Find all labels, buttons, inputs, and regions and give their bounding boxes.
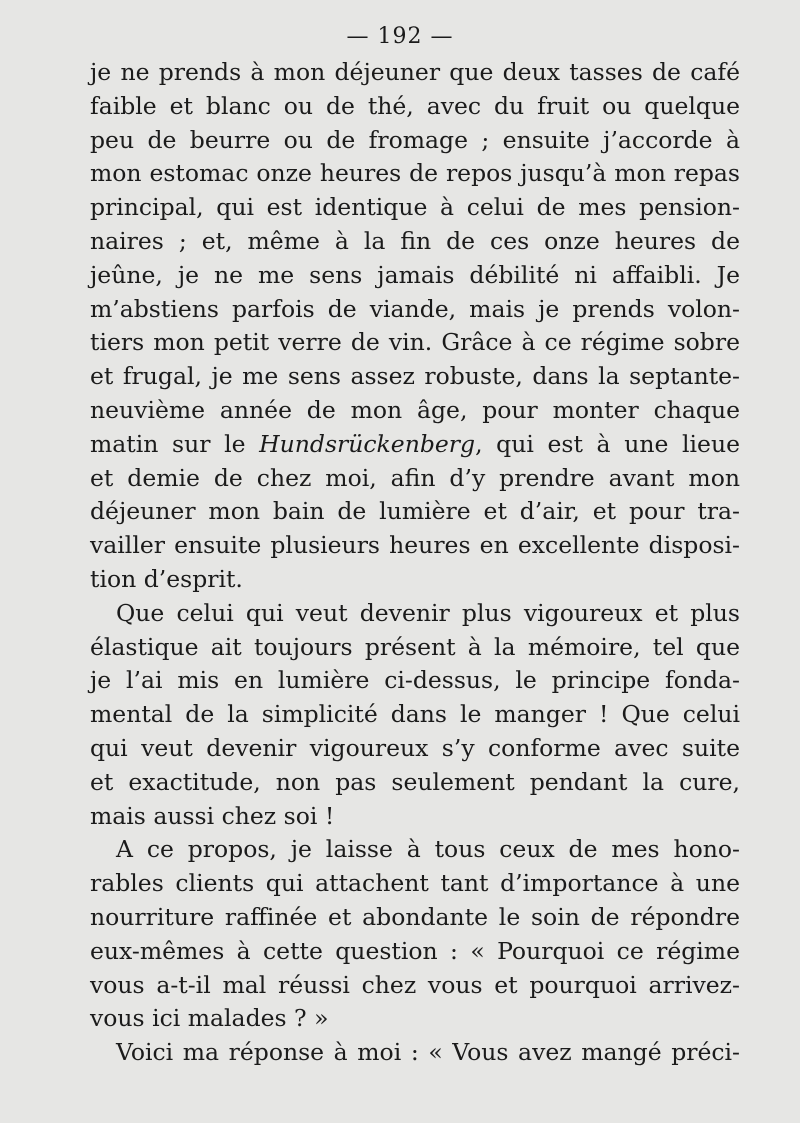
text-line: mon estomac onze heures de repos jusqu’à mon repas [90, 159, 740, 188]
text-line: jeûne, je ne me sens jamais débilité ni affaibli. Je [90, 260, 740, 289]
text-line: faible et blanc ou de thé, avec du fruit ou quelque [90, 91, 740, 120]
text-line: je ne prends à mon déjeuner que deux tasses de café [90, 58, 740, 86]
text-line-start: matin sur le [90, 429, 260, 458]
place-name-italic: Hundsrückenberg [259, 429, 476, 458]
text-line-with-italic [90, 428, 740, 462]
paragraph-first-line: Que celui qui veut devenir plus vigoureux et plus [116, 598, 740, 627]
text-line: et frugal, je me sens assez robuste, dans la septante- [90, 362, 740, 391]
text-line: élastique ait toujours présent à la mémoire, tel que [90, 632, 740, 661]
text-line: et exactitude, non pas seulement pendant la cure, [90, 767, 740, 796]
text-line-end: , qui est à une lieue [475, 429, 740, 458]
text-line: rables clients qui attachent tant d’importance à une [90, 869, 740, 898]
page-number: — 192 — [346, 24, 454, 49]
text-line: peu de beurre ou de fromage ; ensuite j’accorde à [90, 125, 740, 154]
text-line: mental de la simplicité dans le manger ! Que celui [90, 700, 740, 729]
text-line: nourriture raffinée et abondante le soin de répondre [90, 902, 740, 931]
text-line: eux-mêmes à cette question : « Pourquoi ce régime [90, 936, 740, 965]
text-line-last: mais aussi chez soi ! [90, 801, 335, 830]
text-line: vailler ensuite plusieurs heures en excellente disposi- [90, 531, 740, 560]
text-line-last: tion d’esprit. [90, 564, 243, 593]
text-line: vous a-t-il mal réussi chez vous et pourquoi arrivez- [90, 970, 740, 999]
text-line: m’abstiens parfois de viande, mais je prends volon- [90, 294, 740, 323]
text-line: déjeuner mon bain de lumière et d’air, et pour tra- [90, 497, 740, 526]
paragraph-first-line: Voici ma réponse à moi : « Vous avez mangé préci- [116, 1038, 740, 1067]
text-line: je l’ai mis en lumière ci-dessus, le principe fonda- [90, 666, 740, 695]
text-line: neuvième année de mon âge, pour monter chaque [90, 395, 740, 424]
text-line: tiers mon petit verre de vin. Grâce à ce régime sobre [90, 328, 740, 357]
text-line: qui veut devenir vigoureux s’y conforme avec suite [90, 733, 740, 762]
text-line: principal, qui est identique à celui de mes pension- [90, 193, 740, 222]
text-line: naires ; et, même à la fin de ces onze heures de [90, 226, 740, 255]
text-line-last: vous ici malades ? » [90, 1004, 329, 1033]
paragraph-first-line: A ce propos, je laisse à tous ceux de mes hono- [116, 835, 740, 864]
text-line: et demie de chez moi, afin d’y prendre avant mon [90, 463, 740, 492]
body-text [90, 56, 740, 1070]
